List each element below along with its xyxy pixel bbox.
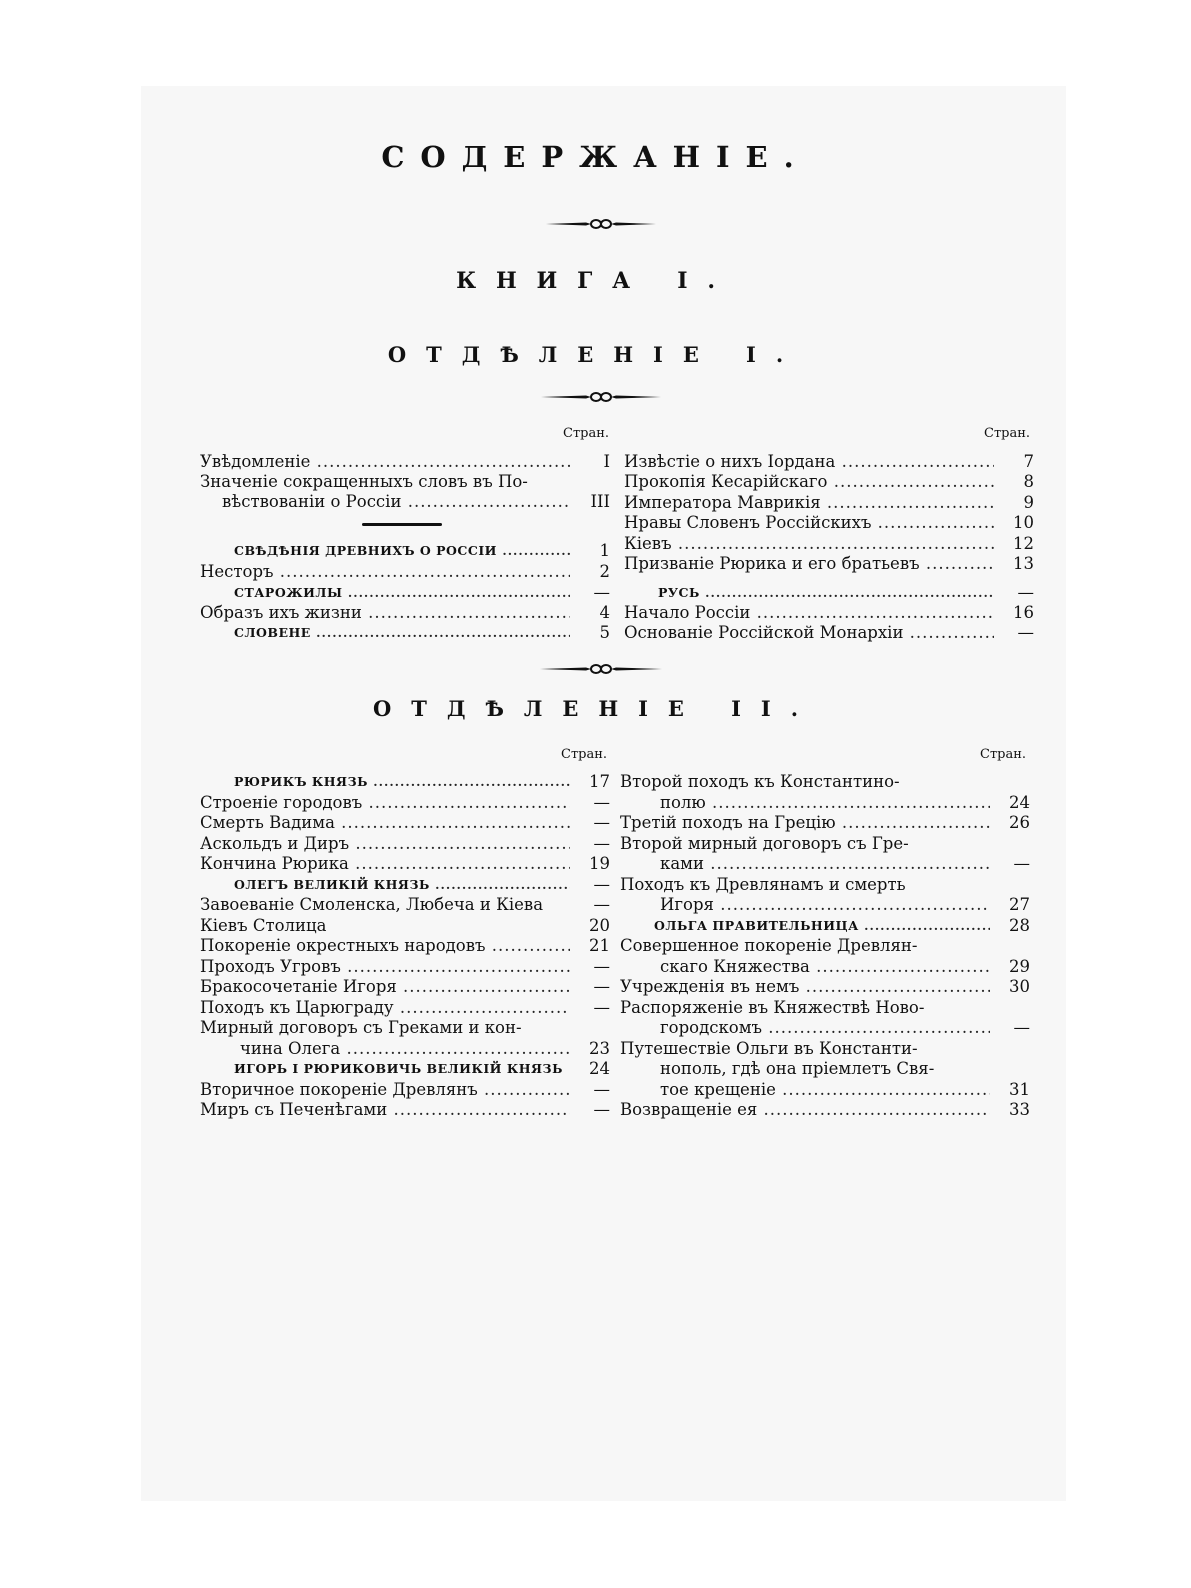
toc-entry: полю .....	[660, 792, 990, 813]
toc-row	[200, 935, 610, 956]
toc-page: 24	[1009, 792, 1030, 812]
toc-row	[620, 833, 1030, 854]
toc-page: 23	[589, 1038, 610, 1058]
toc-page: 31	[1009, 1079, 1030, 1099]
toc-page: —	[1013, 854, 1030, 873]
toc-page: III	[590, 492, 610, 511]
toc-page: —	[593, 583, 610, 602]
toc-entry: СВѢДѢНІЯ ДРЕВНИХЪ О РОССІИ .....	[234, 540, 570, 561]
toc-page: 16	[1013, 603, 1034, 622]
toc-row	[200, 894, 610, 915]
toc-entry: тое крещеніе .....	[660, 1079, 990, 1100]
toc-page: 2	[599, 562, 610, 581]
toc-row	[200, 1058, 610, 1079]
toc-row	[200, 874, 610, 895]
ornament-section2	[540, 661, 662, 677]
toc-entry: Бракосочетаніе Игоря .....	[200, 976, 570, 997]
toc-row	[624, 602, 1034, 623]
toc-entry: Второй мирный договоръ съ Гре-	[620, 833, 909, 853]
toc-page: —	[1017, 583, 1034, 602]
toc-row	[620, 976, 1030, 997]
toc-entry: Походъ къ Древлянамъ и смерть	[620, 874, 906, 894]
toc-page: 19	[589, 854, 610, 873]
toc-page: 5	[599, 623, 610, 642]
toc-page: 13	[1013, 554, 1034, 573]
toc-row	[200, 1079, 610, 1100]
toc-page: —	[593, 956, 610, 976]
section2-right-column	[620, 771, 1030, 1131]
section1-left-column	[200, 451, 610, 641]
toc-row	[200, 853, 610, 874]
toc-row	[620, 1058, 1030, 1079]
toc-row	[200, 451, 610, 472]
divider-line	[362, 523, 442, 526]
toc-entry: Начало Россіи .....	[624, 602, 994, 623]
toc-row	[200, 956, 610, 977]
toc-row	[620, 1099, 1030, 1120]
toc-entry: Нравы Словенъ Россійскихъ .....	[624, 512, 994, 533]
toc-entry: Совершенное покореніе Древлян-	[620, 936, 918, 955]
toc-row	[620, 997, 1030, 1018]
toc-page: —	[593, 997, 610, 1017]
toc-page: —	[593, 833, 610, 853]
toc-entry: Императора Маврикія .....	[624, 492, 994, 513]
toc-entry: Путешествіе Ольги въ Константи-	[620, 1038, 918, 1058]
toc-row	[624, 622, 1034, 643]
toc-page: —	[593, 874, 610, 894]
toc-page: 1	[599, 541, 610, 560]
toc-row	[620, 956, 1030, 977]
toc-entry: Мирный договоръ съ Греками и кон-	[200, 1018, 522, 1037]
toc-entry: Прокопія Кесарійскаго .....	[624, 471, 994, 492]
toc-page: 17	[589, 772, 610, 791]
toc-page: 7	[1023, 452, 1034, 471]
section2-right-page-header: Стран.	[980, 747, 1027, 762]
toc-row	[200, 602, 610, 623]
toc-page: —	[593, 1100, 610, 1119]
toc-row	[200, 622, 610, 643]
section2-left-column	[200, 771, 610, 1131]
toc-entry: Смерть Вадима .....	[200, 812, 570, 833]
toc-row	[200, 771, 610, 792]
toc-entry: Призваніе Рюрика и его братьевъ .....	[624, 553, 994, 574]
toc-row	[200, 1038, 610, 1059]
toc-row	[200, 792, 610, 813]
toc-row	[200, 976, 610, 997]
toc-row	[624, 492, 1034, 513]
toc-entry: городскомъ .....	[660, 1017, 990, 1038]
section2-heading: ОТДѢЛЕНІЕ ІІ.	[373, 696, 818, 721]
toc-entry: Кіевъ Столица	[200, 915, 327, 935]
toc-entry: Кіевъ .....	[624, 533, 994, 554]
toc-row	[624, 471, 1034, 492]
toc-entry: Аскольдъ и Диръ .....	[200, 833, 570, 854]
toc-row	[200, 1099, 610, 1120]
toc-page: 33	[1009, 1100, 1030, 1119]
toc-entry: чина Олега .....	[240, 1038, 570, 1059]
ornament-top	[546, 216, 656, 232]
toc-entry: Возвращеніе ея .....	[620, 1099, 990, 1120]
toc-row	[200, 1017, 610, 1038]
toc-page: 30	[1009, 977, 1030, 996]
toc-row	[620, 771, 1030, 792]
section1-heading: ОТДѢЛЕНІЕ І.	[387, 342, 804, 367]
toc-entry: Второй походъ къ Константино-	[620, 772, 900, 791]
toc-entry: Извѣстіе о нихъ Іордана .....	[624, 451, 994, 472]
toc-entry: ками .....	[660, 853, 990, 874]
toc-entry: Значеніе сокращенныхъ словъ въ По-	[200, 472, 528, 491]
toc-entry: ОЛЬГА ПРАВИТЕЛЬНИЦА .....	[654, 915, 990, 936]
section1-left-page-header: Стран.	[563, 426, 610, 441]
toc-row	[624, 512, 1034, 533]
toc-page: 10	[1013, 513, 1034, 532]
toc-page: 9	[1023, 493, 1034, 512]
toc-entry: вѣствованіи о Россіи .....	[222, 491, 570, 512]
toc-row	[620, 1017, 1030, 1038]
toc-page: —	[1013, 1018, 1030, 1037]
toc-page: —	[1017, 623, 1034, 642]
page-title: СОДЕРЖАНІЕ.	[381, 140, 810, 174]
toc-row	[620, 874, 1030, 895]
toc-entry: Кончина Рюрика .....	[200, 853, 570, 874]
toc-entry: Покореніе окрестныхъ народовъ .....	[200, 935, 570, 956]
toc-page: —	[593, 895, 610, 914]
toc-entry: РУСЬ .....	[658, 582, 994, 603]
section1-right-page-header: Стран.	[984, 426, 1031, 441]
toc-entry: СТАРОЖИЛЫ .....	[234, 582, 570, 603]
toc-entry: Распоряженіе въ Княжествѣ Ново-	[620, 997, 925, 1017]
toc-entry: Основаніе Россійской Монархіи .....	[624, 622, 994, 643]
toc-page: 26	[1009, 813, 1030, 832]
toc-entry: Проходъ Угровъ .....	[200, 956, 570, 977]
toc-page: 8	[1023, 472, 1034, 491]
toc-entry: Завоеваніе Смоленска, Любеча и Кіева	[200, 895, 544, 914]
toc-row	[200, 833, 610, 854]
toc-row	[624, 533, 1034, 554]
toc-entry: нополь, гдѣ она пріемлетъ Свя-	[660, 1059, 935, 1078]
section2-left-page-header: Стран.	[561, 747, 608, 762]
toc-page: 29	[1009, 956, 1030, 976]
toc-entry: ОЛЕГЪ ВЕЛИКІЙ КНЯЗЬ .....	[234, 874, 570, 895]
toc-row	[620, 894, 1030, 915]
toc-entry: скаго Княжества .....	[660, 956, 990, 977]
toc-entry: Образъ ихъ жизни .....	[200, 602, 570, 623]
toc-page: 27	[1009, 895, 1030, 914]
toc-row	[200, 812, 610, 833]
toc-page: I	[603, 452, 610, 471]
toc-page: 21	[589, 936, 610, 955]
book-heading: КНИГА І.	[456, 268, 735, 294]
toc-row	[200, 561, 610, 582]
toc-entry: Строеніе городовъ .....	[200, 792, 570, 813]
toc-row	[200, 582, 610, 603]
toc-row	[620, 853, 1030, 874]
toc-page: —	[593, 813, 610, 832]
toc-entry: РЮРИКЪ КНЯЗЬ .....	[234, 771, 570, 792]
toc-page: 24	[589, 1059, 610, 1078]
toc-row	[200, 540, 610, 561]
toc-entry: Вторичное покореніе Древлянъ .....	[200, 1079, 570, 1100]
toc-row	[624, 451, 1034, 472]
toc-row	[624, 553, 1034, 574]
toc-row	[620, 812, 1030, 833]
toc-entry: ИГОРЬ І РЮРИКОВИЧЬ ВЕЛИКІЙ КНЯЗЬ	[234, 1061, 563, 1076]
toc-page: —	[593, 792, 610, 812]
toc-row	[200, 491, 610, 512]
toc-page: —	[593, 1079, 610, 1099]
toc-row	[620, 1038, 1030, 1059]
section1-right-column	[624, 451, 1034, 641]
toc-entry: Увѣдомленіе .....	[200, 451, 570, 472]
toc-entry: Миръ съ Печенѣгами .....	[200, 1099, 570, 1120]
toc-entry: Походъ къ Царюграду .....	[200, 997, 570, 1018]
toc-page: —	[593, 977, 610, 996]
toc-entry: Учрежденія въ немъ .....	[620, 976, 990, 997]
toc-page: 4	[599, 603, 610, 622]
toc-entry: Третій походъ на Грецію .....	[620, 812, 990, 833]
toc-page: 20	[589, 915, 610, 935]
toc-page: 12	[1013, 534, 1034, 553]
toc-row	[200, 997, 610, 1018]
toc-row	[620, 935, 1030, 956]
toc-row	[200, 915, 610, 936]
toc-entry: СЛОВЕНЕ .....	[234, 622, 570, 643]
toc-page: 28	[1009, 915, 1030, 935]
toc-entry: Игоря .....	[660, 894, 990, 915]
toc-row	[620, 915, 1030, 936]
toc-row	[620, 792, 1030, 813]
toc-row	[624, 582, 1034, 603]
toc-entry: Несторъ .....	[200, 561, 570, 582]
toc-row	[200, 471, 610, 492]
ornament-section1	[541, 389, 661, 405]
toc-row	[620, 1079, 1030, 1100]
